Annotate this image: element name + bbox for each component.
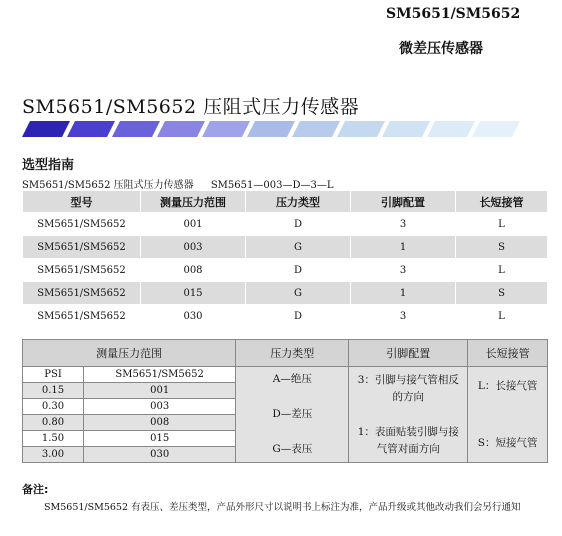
spec-row [23, 367, 548, 383]
color-band [112, 121, 160, 137]
decorative-color-bands [22, 121, 522, 137]
selection-example [22, 176, 347, 191]
cell-pin-config: 1 [351, 282, 456, 305]
cell-psi: 0.80 [23, 415, 84, 431]
cell-pressure-type: D [246, 305, 351, 328]
example-code: SM5651—003—D—3—L [210, 180, 334, 191]
pressure-type-gauge: G—表压 [272, 443, 313, 455]
cell-pin-config: 3 [351, 305, 456, 328]
pressure-type-cell [236, 367, 349, 463]
cell-pin-config: 3 [351, 213, 456, 236]
col-header-range: 测量压力范围 [141, 191, 246, 213]
selection-guide-heading: 选型指南 [22, 158, 75, 173]
col-header-model: 型号 [23, 191, 141, 213]
cell-pin-config: 1 [351, 236, 456, 259]
example-description: SM5651/SM5652 压阻式压力传感器 [22, 180, 194, 191]
table-header-row [23, 191, 548, 213]
cell-tube: S [456, 282, 548, 305]
cell-model: SM5651/SM5652 [23, 213, 141, 236]
cell-model-code: 015 [84, 431, 236, 447]
sub-header-psi: PSI [23, 367, 84, 383]
pin-config-3: 3：引脚与接气管相反的方向 [357, 373, 459, 403]
color-band [472, 121, 520, 137]
color-band [337, 121, 385, 137]
table-row [23, 236, 548, 259]
sub-header-model: SM5651/SM5652 [84, 367, 236, 383]
page-title: SM5651/SM5652 压阻式压力传感器 [22, 96, 360, 118]
cell-pressure-type: D [246, 259, 351, 282]
table-row [23, 259, 548, 282]
color-band [67, 121, 115, 137]
cell-pin-config: 3 [351, 259, 456, 282]
color-band [247, 121, 295, 137]
pressure-type-differential: D—差压 [272, 408, 313, 420]
spec-header-pressure-type: 压力类型 [236, 340, 349, 367]
cell-model: SM5651/SM5652 [23, 282, 141, 305]
cell-model-code: 003 [84, 399, 236, 415]
color-band [427, 121, 475, 137]
cell-pressure-type: G [246, 236, 351, 259]
pin-config-cell [349, 367, 468, 463]
cell-model-code: 030 [84, 447, 236, 463]
cell-tube: L [456, 305, 548, 328]
cell-model: SM5651/SM5652 [23, 259, 141, 282]
cell-tube: L [456, 213, 548, 236]
cell-model: SM5651/SM5652 [23, 305, 141, 328]
color-band [157, 121, 205, 137]
cell-model-code: 001 [84, 383, 236, 399]
cell-model-code: 008 [84, 415, 236, 431]
header-model: SM5651/SM5652 [386, 6, 521, 22]
pin-config-1: 1：表面贴装引脚与接气管对面方向 [357, 425, 459, 455]
notes-text: SM5651/SM5652 有表压、差压类型，产品外形尺寸以说明书上标注为准，产品升级或其他改动我们会另行通知 [44, 502, 521, 513]
spec-header-tube: 长短接管 [468, 340, 548, 367]
col-header-pressure-type: 压力类型 [246, 191, 351, 213]
tube-type-long: L：长接气管 [477, 379, 538, 392]
spec-header-pin-config: 引脚配置 [349, 340, 468, 367]
table-row [23, 305, 548, 328]
spec-header-row [23, 340, 548, 367]
cell-model: SM5651/SM5652 [23, 236, 141, 259]
cell-range: 015 [141, 282, 246, 305]
notes-label: 备注: [22, 483, 49, 496]
cell-range: 001 [141, 213, 246, 236]
cell-tube: L [456, 259, 548, 282]
cell-pressure-type: G [246, 282, 351, 305]
color-band [202, 121, 250, 137]
cell-psi: 1.50 [23, 431, 84, 447]
color-band [292, 121, 340, 137]
tube-type-short: S：短接气管 [477, 436, 538, 449]
cell-psi: 3.00 [23, 447, 84, 463]
cell-psi: 0.30 [23, 399, 84, 415]
col-header-pin-config: 引脚配置 [351, 191, 456, 213]
table-row [23, 213, 548, 236]
cell-tube: S [456, 236, 548, 259]
header-product-name: 微差压传感器 [399, 41, 483, 57]
cell-pressure-type: D [246, 213, 351, 236]
cell-range: 008 [141, 259, 246, 282]
pressure-type-absolute: A—绝压 [272, 373, 312, 385]
table-row [23, 282, 548, 305]
cell-range: 003 [141, 236, 246, 259]
cell-range: 030 [141, 305, 246, 328]
color-band [382, 121, 430, 137]
tube-type-cell [468, 367, 548, 463]
spec-header-range: 测量压力范围 [23, 340, 236, 367]
col-header-tube: 长短接管 [456, 191, 548, 213]
spec-table [22, 339, 548, 463]
selection-guide-table [22, 190, 548, 328]
cell-psi: 0.15 [23, 383, 84, 399]
color-band [22, 121, 70, 137]
